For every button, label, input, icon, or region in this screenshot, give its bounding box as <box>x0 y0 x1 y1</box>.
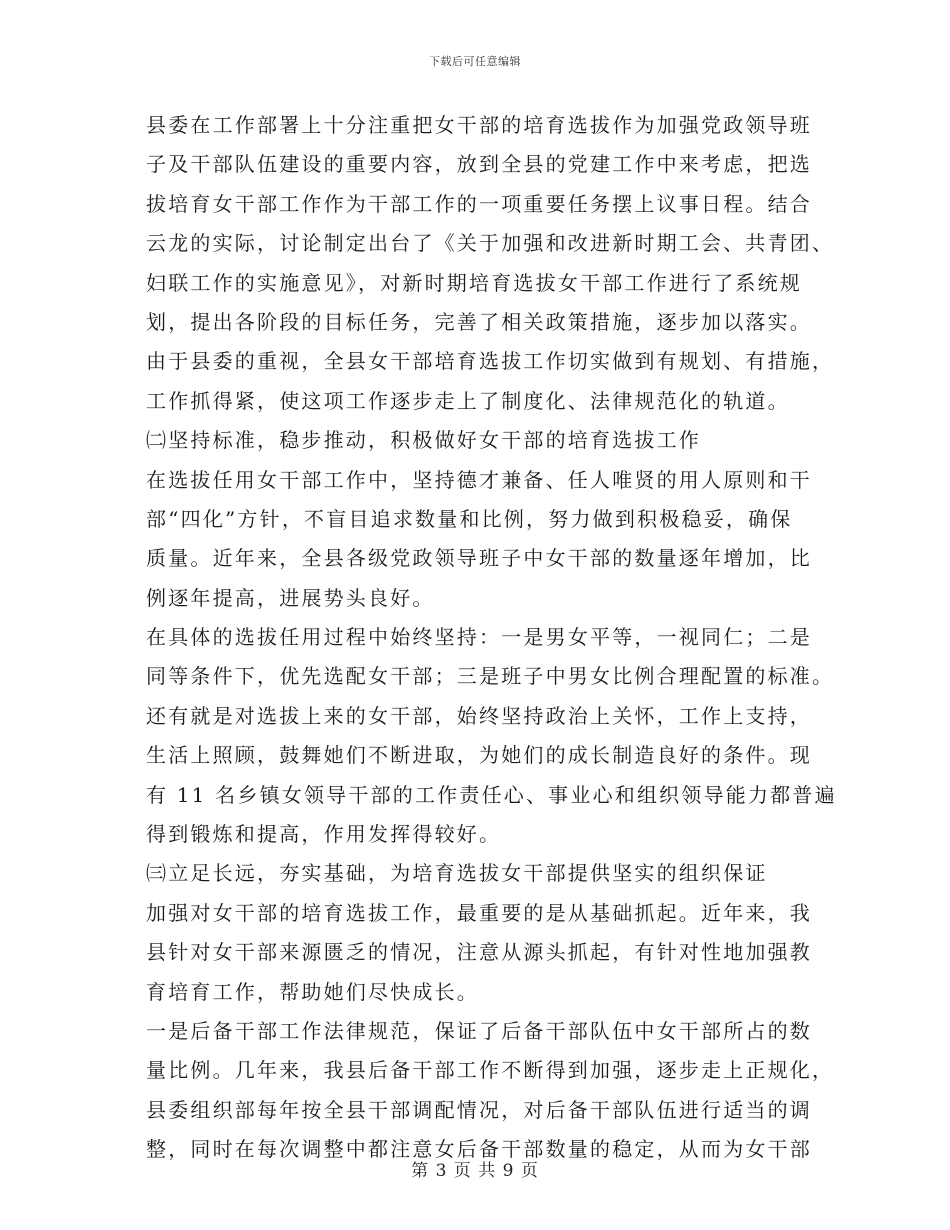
text-line: 例逐年提高，进展势头良好。 <box>146 585 435 610</box>
text-line: 一是后备干部工作法律规范，保证了后备干部队伍中女干部所占的数 <box>146 1018 812 1043</box>
text-line: 县委在工作部署上十分注重把女干部的培育选拔作为加强党政领导班 <box>146 113 812 137</box>
page-header-note: 下载后可任意编辑 <box>429 55 521 68</box>
text-line: 妇联工作的实施意见》，对新时期培育选拔女干部工作进行了系统规 <box>146 270 802 295</box>
section-heading: ㈡坚持标准，稳步推动，积极做好女干部的培育选拔工作 <box>146 428 701 453</box>
text-line: 得到锻炼和提高，作用发挥得较好。 <box>146 822 502 847</box>
text-line: 县委组织部每年按全县干部调配情况，对后备干部队伍进行适当的调 <box>146 1097 812 1122</box>
text-line: 县针对女干部来源匮乏的情况，注意从源头抓起，有针对性地加强教 <box>146 940 812 965</box>
text-line: 加强对女干部的培育选拔工作，最重要的是从基础抓起。近年来，我 <box>146 900 812 925</box>
text-line: 拔培育女干部工作作为干部工作的一项重要任务摆上议事日程。结合 <box>146 191 812 216</box>
text-line: 在选拔任用女干部工作中，坚持德才兼备、任人唯贤的用人原则和干 <box>146 467 812 492</box>
document-body <box>146 106 837 1170</box>
text-line: 子及干部队伍建设的重要内容，放到全县的党建工作中来考虑，把选 <box>146 152 812 177</box>
text-line: 整，同时在每次调整中都注意女后备干部数量的稳定，从而为女干部 <box>146 1137 812 1162</box>
text-line: 育培育工作，帮助她们尽快成长。 <box>146 979 479 1004</box>
text-line: 工作抓得紧，使这项工作逐步走上了制度化、法律规范化的轨道。 <box>146 388 790 413</box>
text-line: 同等条件下，优先选配女干部；三是班子中男女比例合理配置的标准。 <box>146 664 835 689</box>
text-line: 量比例。几年来，我县后备干部工作不断得到加强，逐步走上正规化， <box>146 1058 835 1083</box>
page-number: 第 3 页 共 9 页 <box>411 1161 539 1181</box>
text-line: 由于县委的重视，全县女干部培育选拔工作切实做到有规划、有措施， <box>146 349 835 374</box>
text-line: 质量。近年来，全县各级党政领导班子中女干部的数量逐年增加，比 <box>146 546 812 571</box>
text-line: 划，提出各阶段的目标任务，完善了相关政策措施，逐步加以落实。 <box>146 309 812 334</box>
text-line: 还有就是对选拔上来的女干部，始终坚持政治上关怀，工作上支持， <box>146 703 812 728</box>
text-line: 有 11 名乡镇女领导干部的工作责任心、事业心和组织领导能力都普遍 <box>146 782 837 807</box>
text-line: 部“四化”方针，不盲目追求数量和比例，努力做到积极稳妥，确保 <box>146 506 793 531</box>
section-heading: ㈢立足长远，夯实基础，为培育选拔女干部提供坚实的组织保证 <box>146 861 768 886</box>
text-line: 云龙的实际，讨论制定出台了《关于加强和改进新时期工会、共青团、 <box>146 231 835 256</box>
text-line: 在具体的选拔任用过程中始终坚持：一是男女平等，一视同仁；二是 <box>146 625 812 650</box>
text-line: 生活上照顾，鼓舞她们不断进取，为她们的成长制造良好的条件。现 <box>146 743 812 768</box>
